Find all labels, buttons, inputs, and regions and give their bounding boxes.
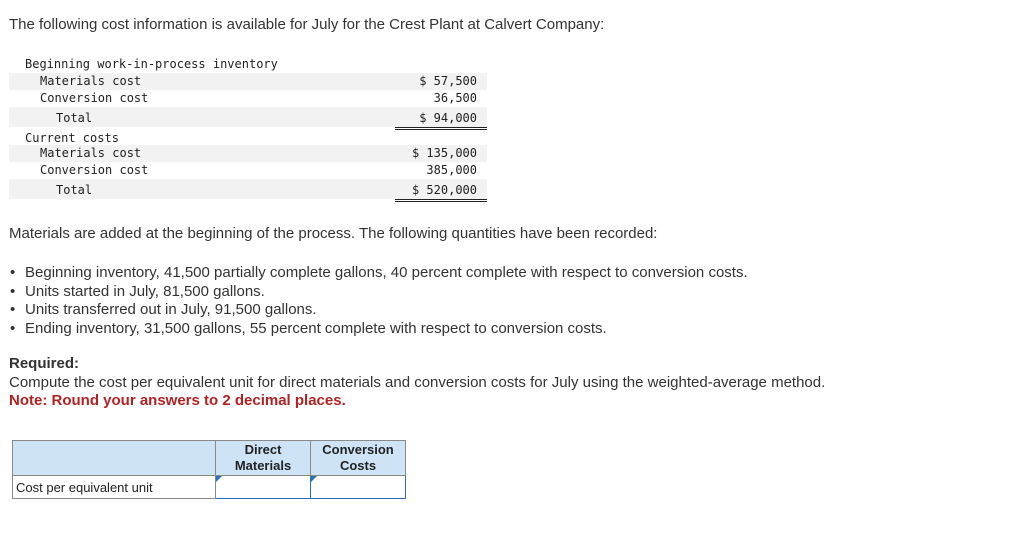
current-conversion-value: 385,000 (426, 163, 477, 177)
beginning-materials-label: Materials cost (40, 74, 142, 88)
cost-row-current-total (9, 179, 487, 199)
table-row (13, 476, 406, 499)
beginning-conversion-label: Conversion cost (40, 91, 149, 105)
answer-header-blank (13, 441, 216, 476)
current-materials-value: $ 135,000 (411, 146, 477, 160)
current-total-value: $ 520,000 (411, 183, 477, 197)
direct-materials-input[interactable] (216, 477, 310, 497)
current-materials-label: Materials cost (40, 146, 142, 160)
cost-row-beginning-header (9, 56, 487, 73)
cost-row-current-header (9, 127, 487, 145)
conversion-costs-input[interactable] (311, 477, 405, 497)
cost-row-beginning-materials (9, 73, 487, 90)
cost-information-table (9, 56, 487, 199)
conversion-costs-header (311, 441, 406, 476)
current-costs-label: Current costs (25, 131, 119, 145)
cost-row-current-materials (9, 145, 487, 162)
direct-materials-header-line2: Materials (234, 458, 292, 473)
required-text: Compute the cost per equivalent unit for direct materials and conversion costs for July using the weighted-average method. (9, 374, 826, 391)
direct-materials-header (216, 441, 311, 476)
input-marker-icon (216, 476, 222, 482)
materials-text: Materials are added at the beginning of the process. The following quantities have been recorded: (9, 225, 658, 242)
beginning-materials-value: $ 57,500 (419, 74, 477, 88)
conversion-costs-header-line2: Costs (339, 458, 377, 473)
direct-materials-input-cell[interactable] (216, 476, 311, 499)
list-item: • Units started in July, 81,500 gallons. (9, 283, 748, 302)
cost-row-current-conversion (9, 162, 487, 179)
cost-row-beginning-total (9, 107, 487, 127)
answer-table (12, 440, 406, 499)
quantities-list (9, 264, 748, 338)
beginning-total-value: $ 94,000 (419, 111, 477, 125)
list-item: • Beginning inventory, 41,500 partially complete gallons, 40 percent complete with respect to conversion costs. (9, 264, 748, 283)
beginning-conversion-value: 36,500 (433, 91, 477, 105)
conversion-costs-header-line1: Conversion (322, 442, 394, 457)
list-item: • Units transferred out in July, 91,500 gallons. (9, 301, 748, 320)
current-conversion-label: Conversion cost (40, 163, 149, 177)
intro-text: The following cost information is available for July for the Crest Plant at Calvert Company: (9, 16, 605, 33)
cost-per-equivalent-unit-label: Cost per equivalent unit (13, 476, 216, 499)
conversion-costs-input-cell[interactable] (311, 476, 406, 499)
current-total-label: Total (56, 183, 93, 197)
rounding-note: Note: Round your answers to 2 decimal places. (9, 392, 346, 409)
beginning-total-label: Total (56, 111, 93, 125)
input-marker-icon (311, 476, 317, 482)
direct-materials-header-line1: Direct (244, 442, 282, 457)
required-heading: Required: (9, 355, 80, 372)
answer-header-row (13, 441, 406, 476)
list-item: • Ending inventory, 31,500 gallons, 55 percent complete with respect to conversion costs. (9, 320, 748, 339)
cost-row-beginning-conversion (9, 90, 487, 107)
beginning-wip-label: Beginning work-in-process inventory (25, 57, 278, 71)
